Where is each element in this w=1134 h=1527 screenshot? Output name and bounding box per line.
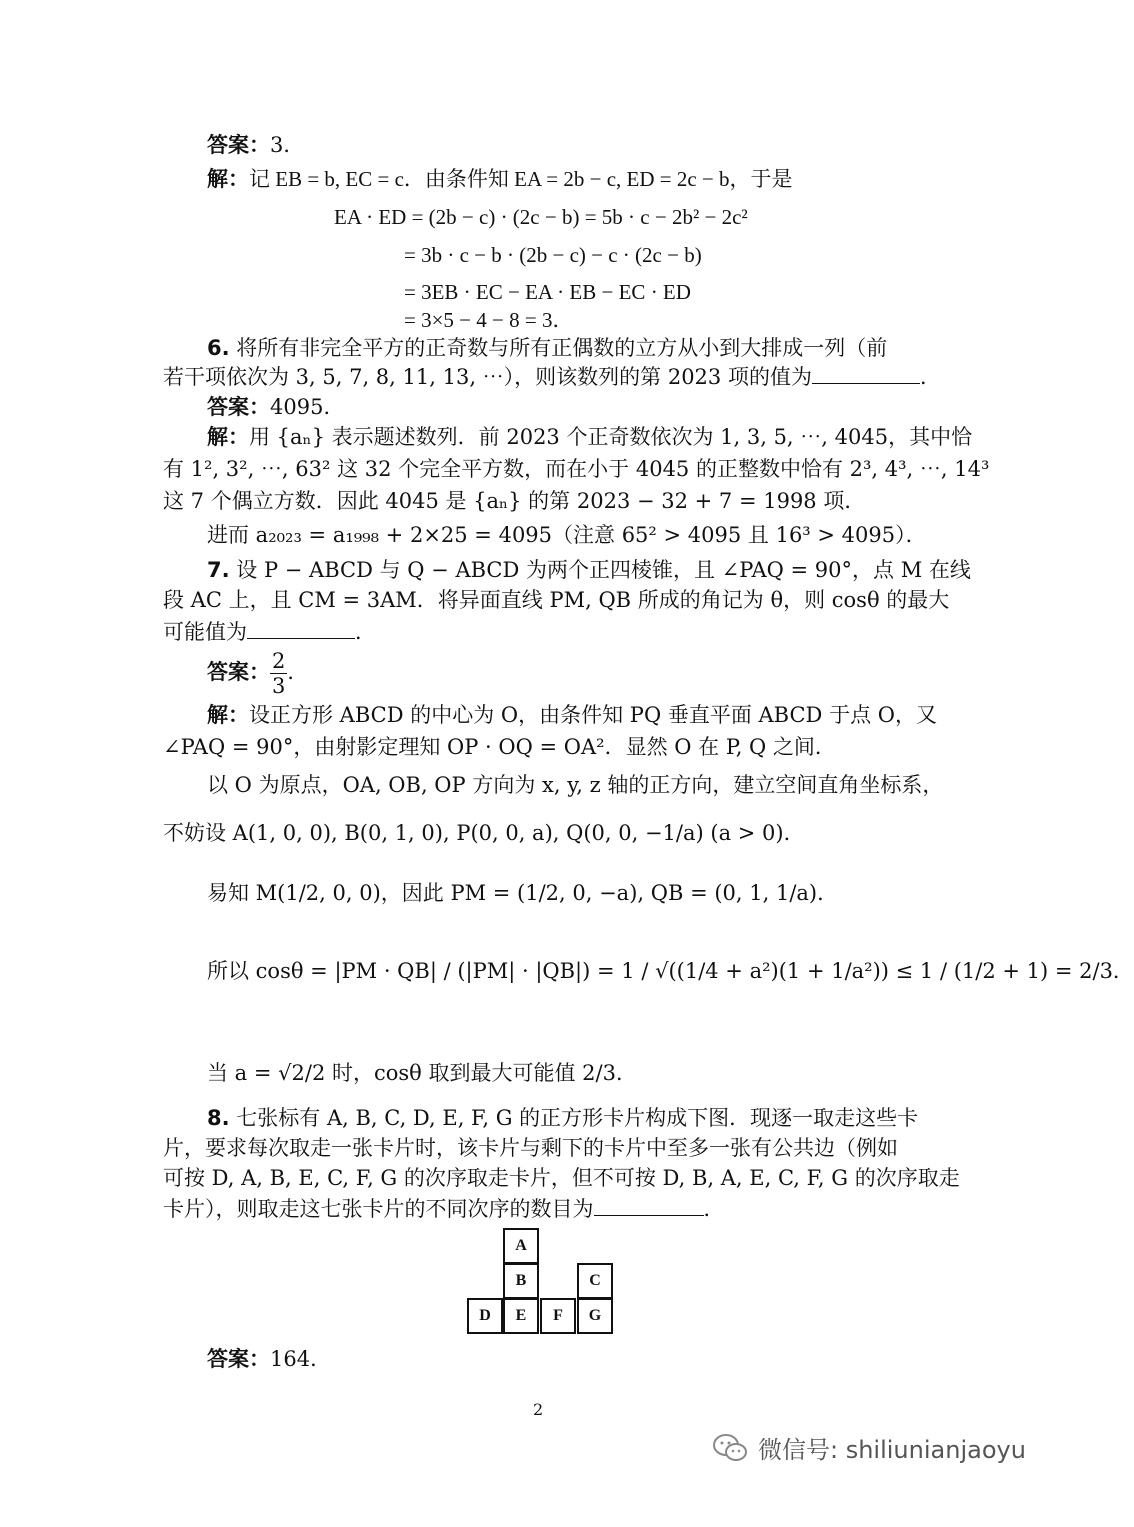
q8-answer — [207, 1344, 331, 1374]
answer-label: 答案： — [207, 395, 270, 419]
answer-value: 3． — [270, 133, 305, 157]
q8-text-line-4 — [163, 1193, 725, 1224]
solution-text: 1 / √((1/4 + a²)(1 + 1/a²)) ≤ 1 / (1/2 + 1) = 2/3． — [621, 959, 1134, 983]
q7-text-line-1 — [207, 555, 971, 585]
card-g: G — [577, 1298, 613, 1334]
q7-solution-line-1 — [207, 700, 937, 730]
watermark-text: 微信号: shiliunianjaoyu — [758, 1436, 1026, 1464]
solution-text: 用 {aₙ} 表示题述数列．前 2023 个正奇数依次为 1, 3, 5, ⋯, 4045，其中恰 — [249, 425, 973, 449]
q5-solution-line — [207, 164, 793, 194]
question-number: 7. — [207, 558, 230, 582]
q7-answer — [207, 648, 308, 698]
solution-text: 记 EB = b, EC = c．由条件知 EA = 2b − c, ED = 2c − b，于是 — [249, 167, 793, 191]
solution-label: 解： — [207, 425, 249, 449]
page-number: 2 — [533, 1400, 544, 1419]
q7-solution-line-6 — [207, 956, 1134, 986]
q7-solution-line-7: 当 a = √2/2 时，cosθ 取到最大可能值 2/3． — [207, 1061, 637, 1085]
q7-solution-line-5: 易知 M(1/2, 0, 0)，因此 PM = (1/2, 0, −a), QB = (0, 1, 1/a)． — [207, 881, 839, 905]
q5-equation-1: EA · ED = (2b − c) · (2c − b) = 5b · c − 2b² − 2c² — [334, 205, 748, 229]
answer-fraction — [270, 649, 287, 698]
fraction-numerator: 2 — [272, 649, 286, 673]
question-text: 若干项依次为 3, 5, 7, 8, 11, 13, ⋯），则该数列的第 2023 项的值为 — [163, 365, 812, 389]
solution-label: 解： — [207, 167, 249, 191]
q7-solution-line-2: ∠PAQ = 90°，由射影定理知 OP · OQ = OA²．显然 O 在 P, Q 之间． — [163, 735, 836, 759]
q6-solution-line-4: 进而 a₂₀₂₃ = a₁₉₉₈ + 2×25 = 4095（注意 65² > 4095 且 16³ > 4095）． — [207, 523, 927, 547]
q5-equation-3: = 3EB · EC − EA · EB − EC · ED — [404, 280, 691, 304]
question-number: 8. — [207, 1106, 230, 1130]
answer-end: ． — [287, 660, 309, 684]
q8-text-line-2: 片，要求每次取走一张卡片时，该卡片与剩下的卡片中至多一张有公共边（例如 — [163, 1136, 898, 1160]
answer-blank — [247, 616, 355, 639]
answer-value: 4095． — [270, 395, 345, 419]
q7-text-line-3 — [163, 616, 376, 647]
question-text: 卡片），则取走这七张卡片的不同次序的数目为 — [163, 1197, 594, 1221]
q8-text-line-1 — [207, 1103, 918, 1133]
card-f: F — [540, 1298, 576, 1334]
q5-equation-2: = 3b · c − b · (2b − c) − c · (2c − b) — [404, 243, 702, 267]
fraction-denominator: 3 — [272, 674, 286, 698]
q6-text-line-1 — [207, 333, 887, 363]
question-number: 6. — [207, 336, 230, 360]
q6-solution-line-1 — [207, 422, 972, 452]
q6-solution-line-2: 有 1², 3², ⋯, 63² 这 32 个完全平方数，而在小于 4045 的正整数中恰有 2³, 4³, ⋯, 14³ — [163, 457, 990, 481]
solution-text: 设正方形 ABCD 的中心为 O，由条件知 PQ 垂直平面 ABCD 于点 O，又 — [249, 703, 937, 727]
question-text: 可能值为 — [163, 620, 247, 644]
q5-answer — [207, 130, 304, 160]
question-text: 设 P − ABCD 与 Q − ABCD 为两个正四棱锥，且 ∠PAQ = 90°，点 M 在线 — [236, 558, 971, 582]
answer-label: 答案： — [207, 1347, 270, 1371]
card-a: A — [503, 1228, 539, 1264]
question-text: ． — [919, 365, 941, 389]
answer-blank — [594, 1193, 704, 1216]
q8-text-line-3: 可按 D, A, B, E, C, F, G 的次序取走卡片，但不可按 D, B, A, E, C, F, G 的次序取走 — [163, 1166, 960, 1190]
card-c: C — [577, 1263, 613, 1299]
wechat-icon — [712, 1432, 748, 1464]
solution-text: 所以 cosθ = |PM · QB| / (|PM| · |QB|) = — [207, 959, 615, 983]
question-text: 七张标有 A, B, C, D, E, F, G 的正方形卡片构成下图．现逐一取走这些卡 — [236, 1106, 919, 1130]
watermark — [712, 1430, 1026, 1465]
q6-text-line-2 — [163, 361, 941, 392]
q7-solution-line-4: 不妨设 A(1, 0, 0), B(0, 1, 0), P(0, 0, a), Q(0, 0, −1/a) (a > 0)． — [163, 821, 805, 845]
answer-blank — [812, 361, 920, 384]
answer-label: 答案： — [207, 660, 270, 684]
answer-label: 答案： — [207, 133, 270, 157]
q7-text-line-2: 段 AC 上，且 CM = 3AM．将异面直线 PM, QB 所成的角记为 θ，则 cosθ 的最大 — [163, 588, 950, 612]
card-e: E — [503, 1298, 539, 1334]
q7-solution-line-3: 以 O 为原点，OA, OB, OP 方向为 x, y, z 轴的正方向，建立空间直角坐标系， — [207, 773, 944, 797]
q5-equation-4: = 3×5 − 4 − 8 = 3． — [404, 308, 574, 332]
card-d: D — [467, 1298, 503, 1334]
q6-answer — [207, 392, 344, 422]
question-text: 将所有非完全平方的正奇数与所有正偶数的立方从小到大排成一列（前 — [236, 336, 888, 360]
answer-value: 164． — [270, 1347, 332, 1371]
q6-solution-line-3: 这 7 个偶立方数．因此 4045 是 {aₙ} 的第 2023 − 32 + 7 = 1998 项． — [163, 489, 866, 513]
question-text: ． — [703, 1197, 725, 1221]
card-b: B — [503, 1263, 539, 1299]
solution-label: 解： — [207, 703, 249, 727]
question-text: ． — [355, 620, 376, 644]
